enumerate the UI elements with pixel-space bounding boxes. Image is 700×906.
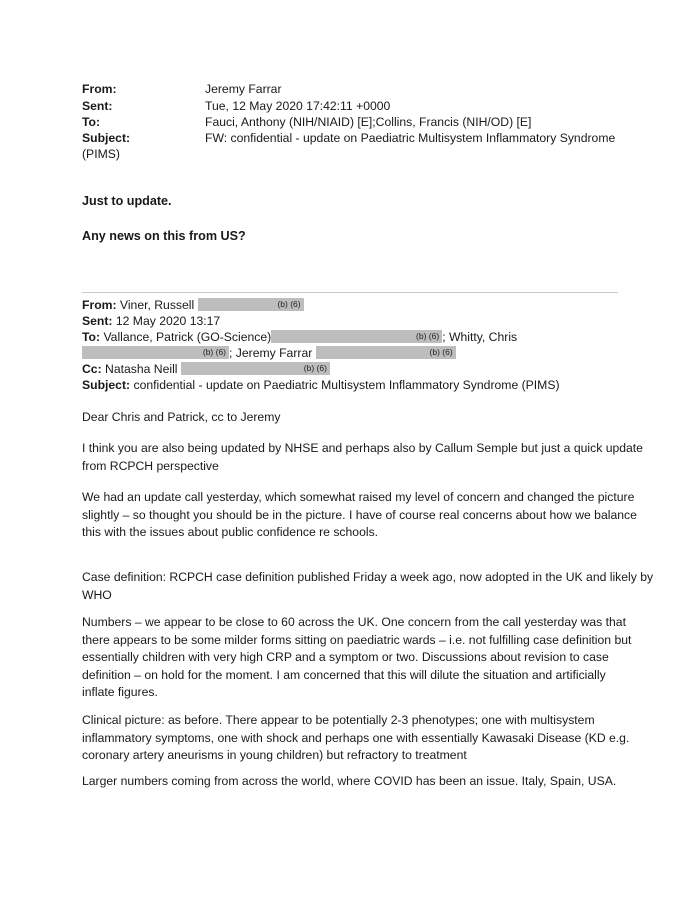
from-label: From:	[82, 82, 117, 96]
sent-label: Sent:	[82, 99, 113, 113]
redaction-box	[271, 330, 442, 343]
redaction-box	[181, 362, 330, 375]
separator-rule	[82, 292, 618, 293]
paragraph-line: Larger numbers coming from across the world, where COVID has been an issue. Italy, Spain, USA.	[82, 774, 617, 788]
fwd-to-separator: ; Whitty, Chris	[442, 330, 518, 344]
paragraph-2	[82, 489, 637, 542]
paragraph-line: Numbers – we appear to be close to 60 across the UK. One concern from the call yesterday was that	[82, 615, 626, 629]
fwd-to-line	[82, 330, 517, 344]
exemption-code: (b) (6)	[202, 347, 226, 357]
paragraph-1	[82, 440, 643, 475]
exemption-code: (b) (6)	[416, 331, 440, 341]
fwd-sent-line	[82, 314, 220, 328]
paragraph-line: there appears to be some milder forms sitting on paediatric wards – i.e. not fulfilling case definition but	[82, 632, 632, 647]
paragraph-line: essentially children with very high CRP and a symptom or two. Discussions about revision to case	[82, 650, 609, 664]
fwd-to-line-2	[82, 346, 456, 360]
fwd-from-value: Viner, Russell	[119, 298, 195, 312]
fwd-subject-line	[82, 378, 560, 392]
redaction-box	[198, 298, 304, 311]
paragraph-line: inflammatory symptoms, one with shock and perhaps one with essentially Kawasaki Disease (KD e.g.	[82, 730, 630, 745]
exemption-code: (b) (6)	[277, 299, 301, 309]
reply-line-2: Any news on this from US?	[82, 229, 246, 243]
paragraph-line: definition – on hold for the moment. I am concerned that this will dilute the situation and artificially	[82, 667, 606, 682]
fwd-to-value: Vallance, Patrick (GO-Science)	[103, 330, 272, 344]
paragraph-line: this with the issues about public confidence re schools.	[82, 525, 379, 539]
subject-wrap: (PIMS)	[82, 147, 120, 161]
fwd-to-separator: ; Jeremy Farrar	[229, 346, 313, 360]
fwd-cc-value: Natasha Neill	[105, 362, 178, 376]
subject-value: FW: confidential - update on Paediatric Multisystem Inflammatory Syndrome	[205, 131, 616, 145]
fwd-sent-value: 12 May 2020 13:17	[115, 314, 221, 328]
fwd-to-label: To:	[82, 330, 101, 344]
fwd-cc-line	[82, 362, 330, 376]
exemption-code: (b) (6)	[429, 347, 453, 357]
reply-line-1: Just to update.	[82, 194, 172, 208]
exemption-code: (b) (6)	[303, 363, 327, 373]
paragraph-line: Case definition: RCPCH case definition published Friday a week ago, now adopted in the UK and likely by	[82, 570, 654, 584]
fwd-subject-value: confidential - update on Paediatric Multisystem Inflammatory Syndrome (PIMS)	[133, 378, 560, 392]
fwd-from-line	[82, 298, 304, 312]
paragraph-line: inflate figures.	[82, 685, 158, 699]
paragraph-3	[82, 569, 654, 604]
subject-label: Subject:	[82, 131, 131, 145]
to-value: Fauci, Anthony (NIH/NIAID) [E];Collins, Francis (NIH/OD) [E]	[205, 115, 532, 129]
paragraph-line: I think you are also being updated by NHSE and perhaps also by Callum Semple but just a quick update	[82, 441, 643, 455]
fwd-sent-label: Sent:	[82, 314, 113, 328]
paragraph-line: coronary artery aneurisms in young children) but refractory to treatment	[82, 748, 467, 762]
paragraph-line: We had an update call yesterday, which somewhat raised my level of concern and changed the picture	[82, 490, 635, 504]
fwd-cc-label: Cc:	[82, 362, 102, 376]
paragraph-line: from RCPCH perspective	[82, 458, 219, 473]
sent-value: Tue, 12 May 2020 17:42:11 +0000	[205, 99, 391, 113]
paragraph-line: Clinical picture: as before. There appear to be potentially 2-3 phenotypes; one with multisystem	[82, 713, 595, 727]
paragraph-4	[82, 614, 632, 702]
to-label: To:	[82, 115, 101, 129]
paragraph-line: slightly – so thought you should be in the picture. I have of course real concerns about how we balance	[82, 507, 637, 522]
redaction-box	[82, 346, 229, 359]
paragraph-6	[82, 773, 622, 791]
fwd-subject-label: Subject:	[82, 378, 131, 392]
redaction-box	[316, 346, 456, 359]
paragraph-5	[82, 712, 630, 765]
from-value: Jeremy Farrar	[205, 82, 282, 96]
paragraph-line: WHO	[82, 587, 112, 602]
greeting: Dear Chris and Patrick, cc to Jeremy	[82, 410, 281, 424]
fwd-from-label: From:	[82, 298, 117, 312]
